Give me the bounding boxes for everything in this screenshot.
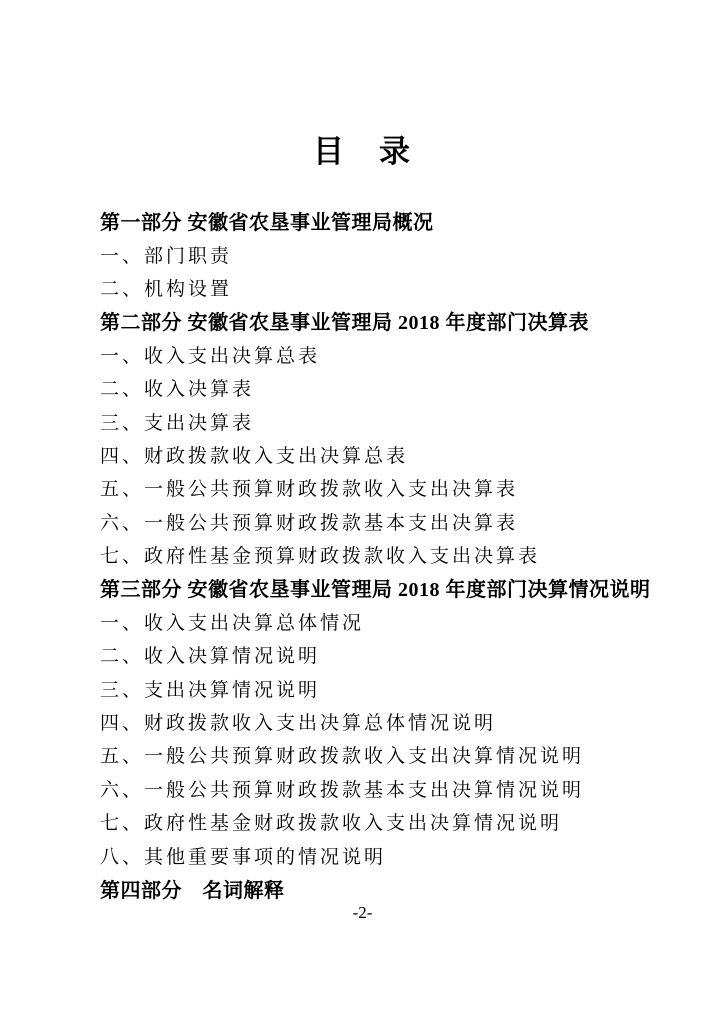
toc-item: 二、收入决算情况说明 bbox=[100, 646, 321, 668]
toc-item: 五、一般公共预算财政拨款收入支出决算情况说明 bbox=[100, 746, 585, 768]
toc-item: 七、政府性基金预算财政拨款收入支出决算表 bbox=[100, 546, 541, 568]
toc-item: 六、一般公共预算财政拨款基本支出决算情况说明 bbox=[100, 779, 585, 801]
toc-item: 一、收入支出决算总体情况 bbox=[100, 612, 365, 634]
toc-item: 七、政府性基金财政拨款收入支出决算情况说明 bbox=[100, 813, 563, 835]
toc-item: 一、收入支出决算总表 bbox=[100, 345, 321, 367]
table-of-contents bbox=[100, 204, 651, 905]
toc-item: 六、一般公共预算财政拨款基本支出决算表 bbox=[100, 512, 519, 534]
toc-item: 二、机构设置 bbox=[100, 278, 233, 300]
toc-item: 一、部门职责 bbox=[100, 245, 233, 267]
toc-item: 四、财政拨款收入支出决算总表 bbox=[100, 445, 409, 467]
toc-item: 三、支出决算情况说明 bbox=[100, 679, 321, 701]
toc-section-heading: 第三部分 安徽省农垦事业管理局 2018 年度部门决算情况说明 bbox=[100, 579, 651, 602]
document-title: 目 录 bbox=[313, 134, 412, 169]
page-number: -2- bbox=[352, 903, 373, 922]
toc-item: 二、收入决算表 bbox=[100, 379, 255, 401]
toc-section-heading: 第一部分 安徽省农垦事业管理局概况 bbox=[100, 212, 434, 235]
toc-item: 三、支出决算表 bbox=[100, 412, 255, 434]
toc-section-heading: 第二部分 安徽省农垦事业管理局 2018 年度部门决算表 bbox=[100, 312, 589, 335]
toc-item: 八、其他重要事项的情况说明 bbox=[100, 846, 387, 868]
toc-item: 五、一般公共预算财政拨款收入支出决算表 bbox=[100, 479, 519, 501]
toc-section-heading: 第四部分 名词解释 bbox=[100, 880, 285, 902]
toc-item: 四、财政拨款收入支出决算总体情况说明 bbox=[100, 713, 497, 735]
